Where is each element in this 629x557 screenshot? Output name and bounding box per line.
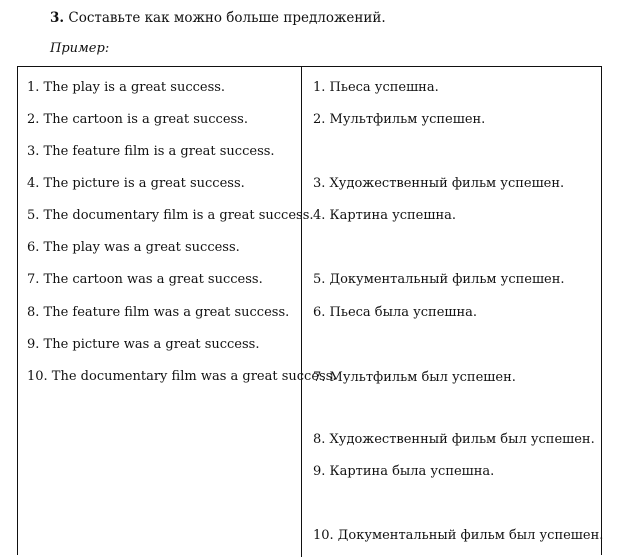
english-sentence-3: 3. The feature film is a great success. [27,144,275,159]
english-sentence-10: 10. The documentary film was a great success. [27,369,337,384]
russian-sentence-5: 5. Документальный фильм успешен. [313,272,565,287]
russian-sentence-7: 7. Мультфильм был успешен. [313,370,516,385]
russian-sentence-6: 6. Пьеса была успешна. [313,305,478,320]
russian-sentence-1: 1. Пьеса успешна. [313,80,439,95]
task-number: 3. [50,10,65,26]
english-sentence-9: 9. The picture was a great success. [27,337,260,352]
russian-sentence-10: 10. Документальный фильм был успешен. [313,528,604,543]
english-sentence-5: 5. The documentary film is a great success. [27,208,314,223]
example-label: Пример: [50,41,110,56]
english-sentence-7: 7. The cartoon was a great success. [27,272,263,287]
russian-sentence-8: 8. Художественный фильм был успешен. [313,432,595,447]
english-sentence-8: 8. The feature film was a great success. [27,305,290,320]
english-sentence-2: 2. The cartoon is a great success. [27,112,248,127]
russian-sentence-3: 3. Художественный фильм успешен. [313,176,565,191]
english-sentence-1: 1. The play is a great success. [27,80,226,95]
task-heading [50,10,386,26]
english-sentence-6: 6. The play was a great success. [27,240,240,255]
russian-sentence-4: 4. Картина успешна. [313,208,456,223]
english-sentence-4: 4. The picture is a great success. [27,176,245,191]
russian-sentence-2: 2. Мультфильм успешен. [313,112,486,127]
task-instruction: Составьте как можно больше предложений. [68,10,386,26]
table-column-divider [301,66,302,557]
russian-sentence-9: 9. Картина была успешна. [313,464,495,479]
